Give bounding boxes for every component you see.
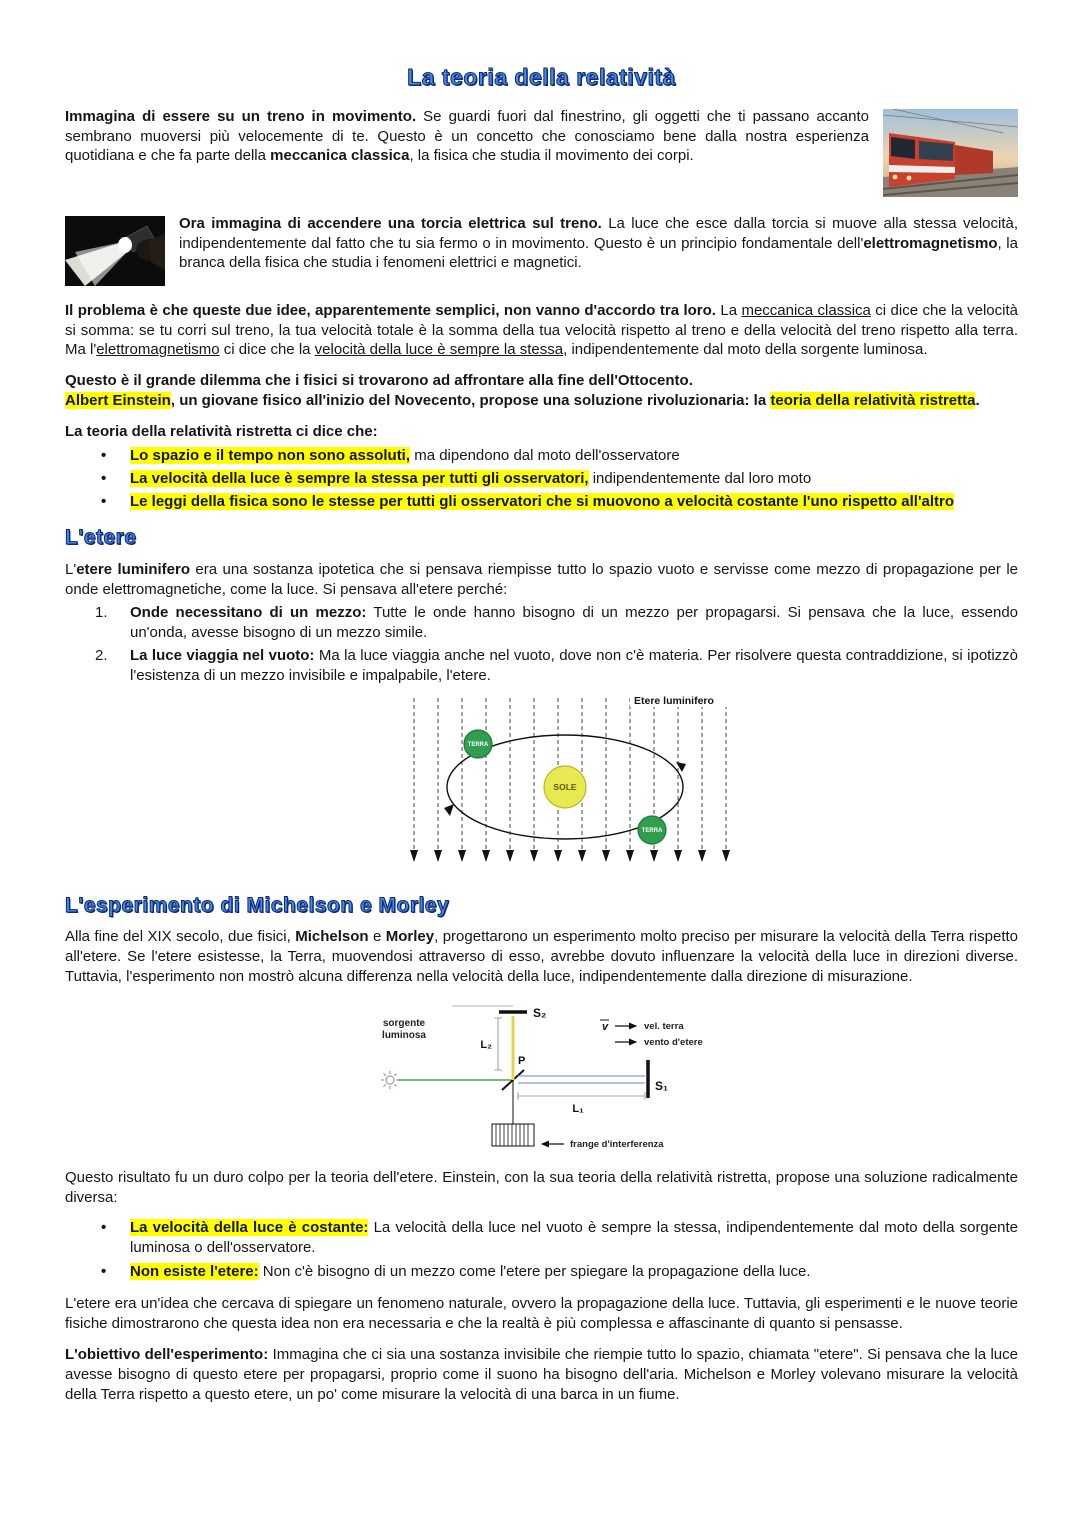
objective-paragraph: L'obiettivo dell'esperimento: Immagina che ci sia una sostanza invisibile che riempie tutto lo spazio, chiamata "etere". Si pensava che la luce avesse bisogno di questo etere per propagarsi, proprio come il suono ha bisogno dell'aria. Michelson e Morley volevano misurare la velocità della Terra rispetto a questo etere, un po' come misurare la velocità di una barca in un fiume. xyxy=(65,1345,1018,1403)
fringes-label: frange d'interferenza xyxy=(569,1139,664,1151)
theory-intro: La teoria della relatività ristretta ci dice che: xyxy=(65,423,378,441)
page-title: La teoria della relatività xyxy=(407,64,676,90)
mirror-right-label: S₁ xyxy=(654,1079,668,1094)
section-heading-esperimento: L'esperimento di Michelson e Morley xyxy=(65,893,450,917)
earth-label: TERRA xyxy=(467,741,488,748)
list-item: • La velocità della luce è sempre la stessa per tutti gli osservatori, indipendentemente dal loro moto xyxy=(65,469,1018,489)
list-item: • La velocità della luce è costante: La velocità della luce nel vuoto è sempre la stessa, indipendentemente dal moto della sorgente luminosa o dell'osservatore. xyxy=(65,1218,1018,1258)
list-item-text: La luce viaggia nel vuoto: Ma la luce viaggia anche nel vuoto, dove non c'è materia. Per risolvere questa contraddizione, si ipotizzò l'esistenza di un mezzo invisibile e impalpabile, l'etere. xyxy=(130,646,1019,684)
ether-paragraph: L'etere luminifero era una sostanza ipotetica che si pensava riempisse tutto lo spazio vuoto e servisse come mezzo di propagazione per le onde elettromagnetiche, come la luce. Si pensava all'etere perché: xyxy=(65,560,1018,598)
list-item xyxy=(65,603,1018,643)
velocity-label: vel. terra xyxy=(643,1021,684,1033)
intro-paragraph: Immagina di essere su un treno in movimento. Se guardi fuori dal finestrino, gli oggetti che ti passano accanto sembrano muoversi più velocemente di te. Questo è un concetto che conosciamo bene dalla nostra esperienza quotidiana e che fa parte della meccanica classica, la fisica che studia il movimento dei corpi. xyxy=(65,107,1018,203)
list-item: • Lo spazio e il tempo non sono assoluti, ma dipendono dal moto dell'osservatore xyxy=(65,446,1018,466)
ether-diagram xyxy=(390,692,750,878)
ether-wind-arrowheads xyxy=(410,850,730,862)
flashlight-photo xyxy=(65,216,165,286)
orbit-arrow xyxy=(444,804,454,816)
list-item: • Non esiste l'etere: Non c'è bisogno di un mezzo come l'etere per spiegare la propagazione della luce. xyxy=(65,1262,1018,1282)
michelson-paragraph: Alla fine del XIX secolo, due fisici, Michelson e Morley, progettarono un esperimento molto preciso per misurare la velocità della Terra rispetto all'etere. Se l'etere esistesse, la Terra, muovendosi attraverso di esso, avrebbe dovuto influenzare la velocità della luce in direzioni diverse. Tuttavia, l'esperimento non mostrò alcuna differenza nella velocità della luce, indipendentemente dalla direzione di misurazione. xyxy=(65,928,1018,986)
train-photo xyxy=(883,109,1018,197)
list-item xyxy=(65,646,1018,686)
fringes-box xyxy=(492,1124,534,1146)
splitter-label: P xyxy=(517,1055,525,1068)
torch-paragraph: Ora immagina di accendere una torcia elettrica sul treno. La luce che esce dalla torcia si muove alla stessa velocità, indipendentemente dal fatto che tu sia fermo o in movimento. Questo è un principio fondamentale dell'elettromagnetismo, la branca della fisica che studia i fenomeni elettrici e magnetici. xyxy=(65,214,1018,290)
ether-numbered-list xyxy=(65,603,1018,686)
ether-diagram-title: Etere luminifero xyxy=(633,694,714,707)
sun-label: SOLE xyxy=(552,781,577,792)
mirror-top-label: S₂ xyxy=(532,1006,546,1021)
source-label: luminosa xyxy=(381,1030,426,1042)
einstein-line: Albert Einstein, un giovane fisico all'inizio del Novecento, propose una soluzione rivoluzionaria: la teoria della relatività ristretta. xyxy=(65,392,980,410)
list-number: 1. xyxy=(95,603,108,621)
l2-bracket xyxy=(494,1018,502,1070)
wind-label: vento d'etere xyxy=(643,1037,703,1049)
arm-vertical-label: L₂ xyxy=(479,1039,492,1052)
source-label: sorgente xyxy=(382,1018,425,1030)
dilemma-block xyxy=(65,371,1018,411)
problem-paragraph: Il problema è che queste due idee, apparentemente semplici, non vanno d'accordo tra loro. La meccanica classica ci dice che la velocità si somma: se tu corri sul treno, la tua velocità totale è la somma della tua velocità rispetto al treno e della velocità del treno rispetto alla terra. Ma l'elettromagnetismo ci dice che la velocità della luce è sempre la stessa, indipendentemente dal moto della sorgente luminosa. xyxy=(65,301,1018,359)
list-number: 2. xyxy=(95,646,108,664)
velocity-symbol: v xyxy=(601,1021,608,1034)
dilemma-line: Questo è il grande dilemma che i fisici si trovarono ad affrontare alla fine dell'Ottocento. xyxy=(65,372,693,390)
l1-bracket xyxy=(518,1092,645,1100)
einstein-bullet-list xyxy=(65,1218,1018,1282)
arm-horizontal-label: L₁ xyxy=(571,1103,584,1116)
list-item: • Le leggi della fisica sono le stesse per tutti gli osservatori che si muovono a velocità costante l'uno rispetto all'altro xyxy=(65,492,1018,512)
michelson-morley-diagram xyxy=(352,998,732,1160)
ether-idea-paragraph: L'etere era un'idea che cercava di spiegare un fenomeno naturale, ovvero la propagazione della luce. Tuttavia, gli esperimenti e le nuove teorie fisiche dimostrarono che questa idea non era necessaria e che la realtà è più complessa e affascinante di quanto si pensasse. xyxy=(65,1294,1018,1332)
earth-label: TERRA xyxy=(641,827,662,834)
result-paragraph: Questo risultato fu un duro colpo per la teoria dell'etere. Einstein, con la sua teoria della relatività ristretta, propose una soluzione radicalmente diversa: xyxy=(65,1169,1018,1207)
theory-bullet-list xyxy=(65,446,1018,512)
light-source-icon xyxy=(381,1071,399,1089)
list-item-text: Onde necessitano di un mezzo: Tutte le onde hanno bisogno di un mezzo per propagarsi. Si pensava che la luce, essendo un'onda, avesse bisogno di un mezzo simile. xyxy=(130,603,1019,641)
section-heading-etere: L'etere xyxy=(65,526,137,550)
